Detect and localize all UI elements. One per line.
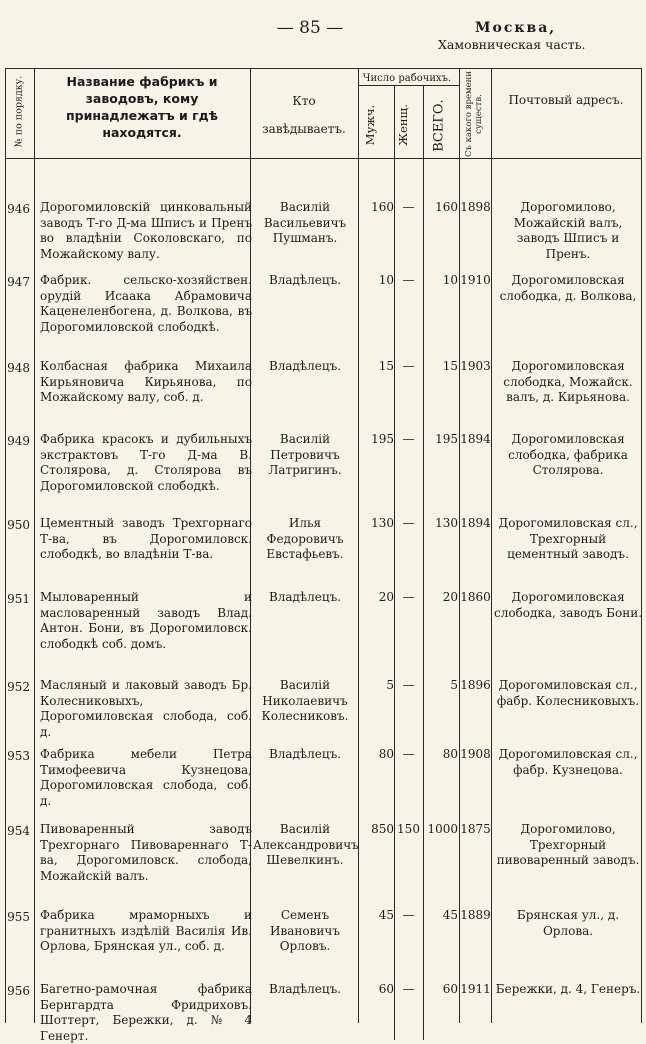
women-count: —: [402, 908, 415, 922]
postal-address: Дорогомиловская слободка, Можайск. валъ, д. Кирьянова.: [503, 359, 633, 405]
factory-name: Дорогомиловскій цинковальный заводъ Т-го Д-ма Шписъ и Пренъ во владѣніи Соколовскаго, по Можайскому валу.: [40, 200, 252, 261]
postal-address: Брянская ул., д. Орлова.: [516, 908, 620, 938]
column-divider: [34, 68, 35, 1023]
women-count: —: [402, 432, 415, 446]
postal-address: Дорогомилово, Можайскій валъ, заводъ Шписъ и Пренъ.: [513, 200, 623, 261]
men-count: 160: [371, 200, 394, 214]
men-count: 130: [371, 516, 394, 530]
factory-name: Колбасная фабрика Михаила Кирьяновича Кирьянова, по Можайскому валу, соб. д.: [40, 359, 252, 405]
row-number: 951: [7, 592, 30, 606]
men-count: 15: [378, 359, 394, 373]
header-women: Женщ.: [395, 104, 410, 146]
city-heading: Москва,: [475, 20, 557, 36]
founded-year: 1894: [460, 516, 491, 530]
row-number: 948: [7, 361, 30, 375]
row-number: 952: [7, 680, 30, 694]
manager: Владѣлецъ.: [268, 273, 342, 287]
men-count: 10: [378, 273, 394, 287]
factory-name: Фабрика мебели Петра Тимофеевича Кузнецова, Дорогомиловская слобода, соб. д.: [40, 747, 252, 808]
total-count: 45: [442, 908, 458, 922]
total-count: 80: [442, 747, 458, 761]
total-count: 160: [435, 200, 458, 214]
header-year: Съ какого времени существ.: [464, 71, 484, 157]
factory-name: Масляный и лаковый заводъ Бр. Колесниковыхъ, Дорогомиловская слобода, соб. д.: [40, 678, 252, 739]
total-count: 15: [442, 359, 458, 373]
manager: Владѣлецъ.: [268, 747, 342, 761]
manager: Василій Александровичъ Шевелкинъ.: [253, 822, 359, 868]
row-number: 946: [7, 202, 30, 216]
header-total: ВСЕГО.: [431, 99, 447, 152]
workers-subheader-rule: [358, 85, 459, 86]
manager: Владѣлецъ.: [268, 590, 342, 604]
manager: Семенъ Ивановичъ Орловъ.: [270, 908, 340, 954]
row-number: 953: [7, 749, 30, 763]
total-count: 130: [435, 516, 458, 530]
row-number: 947: [7, 275, 30, 289]
founded-year: 1894: [460, 432, 491, 446]
men-count: 45: [378, 908, 394, 922]
women-count: —: [402, 359, 415, 373]
manager: Илья Федоровичъ Евстафьевъ.: [266, 516, 344, 562]
founded-year: 1889: [460, 908, 491, 922]
manager: Василій Васильевичъ Пушманъ.: [263, 200, 347, 246]
women-count: —: [402, 590, 415, 604]
column-divider: [394, 85, 395, 1040]
founded-year: 1860: [460, 590, 491, 604]
factory-name: Фабрика красокъ и дубильныхъ экстрактовъ Т-го Д-ма В. Столярова, д. Столярова въ Дорогомиловской слободкѣ.: [40, 432, 252, 493]
header-name: Название фабрикъ и заводовъ, кому принадлежатъ и гдѣ находятся.: [66, 74, 218, 140]
women-count: —: [402, 678, 415, 692]
factory-name: Фабрика мраморныхъ и гранитныхъ издѣлій Василія Ив. Орлова, Брянская ул., соб. д.: [40, 908, 252, 954]
table-row: [0, 982, 646, 1043]
women-count: —: [402, 982, 415, 996]
founded-year: 1898: [460, 200, 491, 214]
factory-name: Пивоваренный заводъ Трехгорнаго Пивовареннаго Т-ва, Дорогомиловск. слобода, Можайскій валъ.: [40, 822, 252, 883]
men-count: 5: [386, 678, 394, 692]
women-count: —: [402, 747, 415, 761]
total-count: 20: [442, 590, 458, 604]
header-number: № по порядку.: [13, 75, 25, 148]
row-number: 954: [7, 824, 30, 838]
header-men: Мужч.: [363, 104, 378, 146]
table-top-rule: [5, 68, 641, 69]
manager: Владѣлецъ.: [268, 359, 342, 373]
women-count: —: [402, 516, 415, 530]
postal-address: Дорогомилово, Трехгорный пивоваренный заводъ.: [496, 822, 640, 868]
postal-address: Дорогомиловская слободка, д. Волкова,: [499, 273, 637, 303]
men-count: 195: [371, 432, 394, 446]
page-number: — 85 —: [276, 18, 344, 38]
women-count: 150: [397, 822, 420, 836]
column-divider: [423, 85, 424, 1040]
founded-year: 1903: [460, 359, 491, 373]
postal-address: Дорогомиловская слободка, заводъ Бони.: [493, 590, 643, 620]
manager: Василій Петровичъ Латригинъ.: [268, 432, 342, 478]
table-header-rule: [5, 158, 641, 159]
men-count: 850: [371, 822, 394, 836]
men-count: 20: [378, 590, 394, 604]
district-heading: Хамовническая часть.: [438, 37, 586, 52]
row-number: 955: [7, 910, 30, 924]
men-count: 80: [378, 747, 394, 761]
factory-name: Мыловаренный и масловаренный заводъ Влад. Антон. Бони, въ Дорогомиловск. слободкѣ соб. домъ.: [40, 590, 252, 651]
women-count: —: [402, 200, 415, 214]
postal-address: Дорогомиловская сл., Трехгорный цементный заводъ.: [498, 516, 638, 562]
founded-year: 1908: [460, 747, 491, 761]
total-count: 5: [450, 678, 458, 692]
postal-address: Дорогомиловская сл., фабр. Кузнецова.: [498, 747, 638, 777]
row-number: 956: [7, 984, 30, 998]
total-count: 195: [435, 432, 458, 446]
postal-address: Бережки, д. 4, Генеръ.: [495, 982, 641, 996]
factory-name: Цементный заводъ Трехгорнаго Т-ва, въ Дорогомиловск. слободкѣ, во владѣніи Т-ва.: [40, 516, 252, 562]
header-address: Почтовый адресъ.: [508, 93, 624, 107]
total-count: 1000: [427, 822, 458, 836]
postal-address: Дорогомиловская сл., фабр. Колесниковыхъ.: [496, 678, 640, 708]
manager: Василій Николаевичъ Колесниковъ.: [261, 678, 349, 724]
total-count: 10: [442, 273, 458, 287]
manager: Владѣлецъ.: [268, 982, 342, 996]
row-number: 949: [7, 434, 30, 448]
founded-year: 1896: [460, 678, 491, 692]
men-count: 60: [378, 982, 394, 996]
header-manager: Кто завѣдываетъ.: [262, 94, 346, 136]
header-workers: Число рабочихъ.: [362, 73, 452, 84]
total-count: 60: [442, 982, 458, 996]
column-divider: [491, 68, 492, 1023]
women-count: —: [402, 273, 415, 287]
founded-year: 1875: [460, 822, 491, 836]
founded-year: 1910: [460, 273, 491, 287]
row-number: 950: [7, 518, 30, 532]
founded-year: 1911: [460, 982, 491, 996]
factory-name: Фабрик. сельско-хозяйствен. орудій Исаака Абрамовича Каценеленбогена, д. Волкова, въ Дорогомиловской слободкѣ.: [40, 273, 252, 334]
factory-name: Багетно-рамочная фабрика Бернгардта Фридриховъ. Шоттерт, Бережки, д. № 4 Генерт.: [40, 982, 252, 1043]
postal-address: Дорогомиловская слободка, фабрика Столярова.: [508, 432, 628, 478]
